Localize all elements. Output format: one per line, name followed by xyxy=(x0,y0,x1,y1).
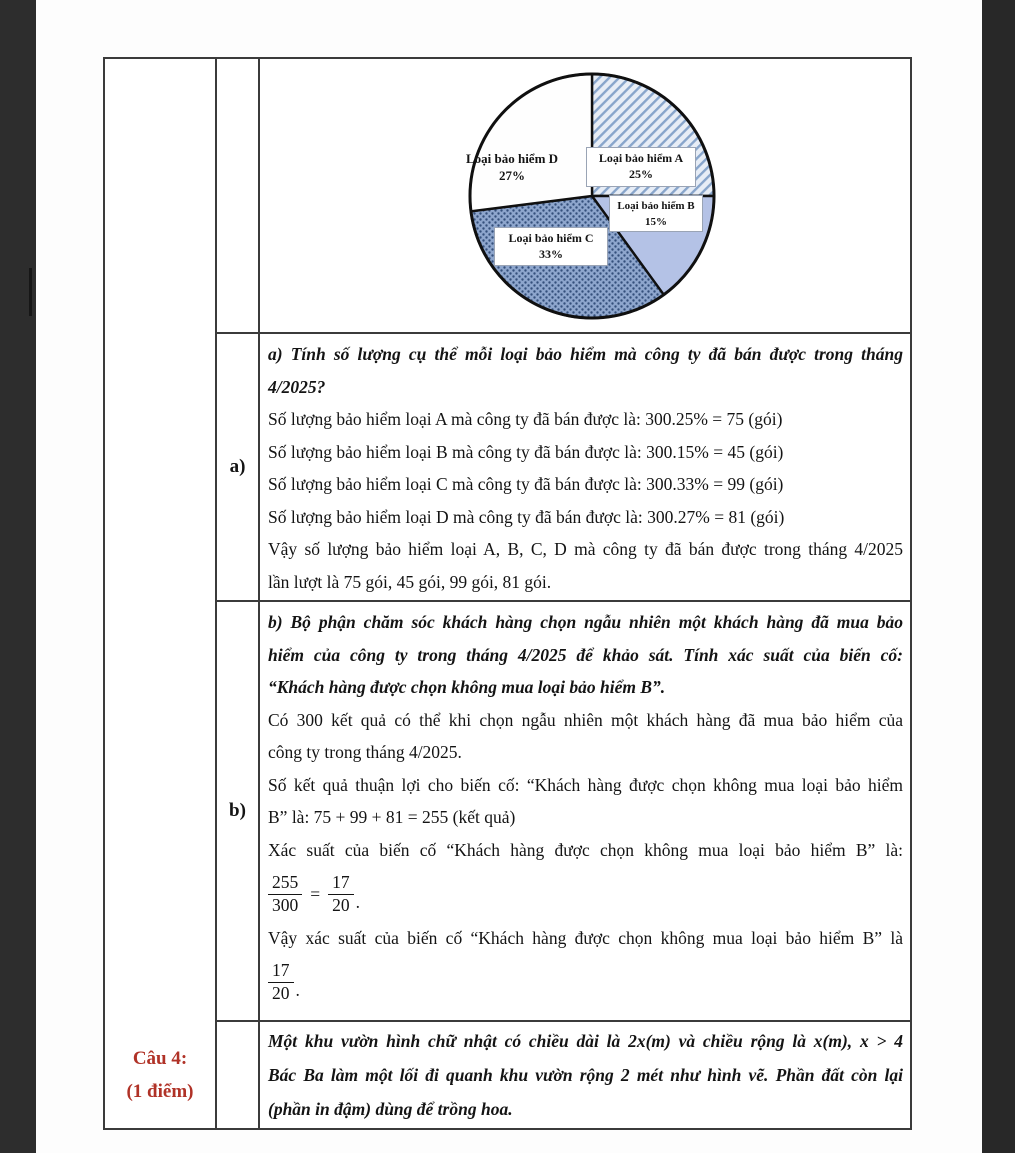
pie-chart xyxy=(260,59,910,330)
pie-label-c-pct: 33% xyxy=(539,246,563,261)
solution-a-line: Số lượng bảo hiểm loại A mà công ty đã bán được là: 300.25% = 75 (gói) xyxy=(268,409,783,429)
pie-label-b xyxy=(609,195,703,232)
left-black-bar xyxy=(0,0,36,1153)
solution-b-line: Có 300 kết quả có thể khi chọn ngẫu nhiên một khách hàng đã mua bảo hiểm của xyxy=(268,709,903,730)
pie-label-a xyxy=(586,147,696,187)
left-bar-notch xyxy=(29,268,32,316)
solution-b-line: B” là: 75 + 99 + 81 = 255 (kết quả) xyxy=(268,807,516,827)
final-probability-fraction xyxy=(268,955,903,1011)
pie-label-b-name: Loại bảo hiểm B xyxy=(617,200,695,212)
pie-label-c-name: Loại bảo hiểm C xyxy=(508,231,594,245)
equals-sign: = xyxy=(310,883,321,904)
solution-b-line: Số kết quả thuận lợi cho biến cố: “Khách hàng được chọn không mua loại bảo hiểm xyxy=(268,774,903,795)
question-4-header-cell xyxy=(105,1022,217,1128)
pie-label-a-name: Loại bảo hiểm A xyxy=(598,151,684,165)
solution-a-line: Số lượng bảo hiểm loại D mà công ty đã bán được là: 300.27% = 81 (gói) xyxy=(268,506,785,527)
pie-label-a-pct: 25% xyxy=(629,166,653,181)
question-4-line: Bác Ba làm một lối đi quanh khu vườn rộng 2 mét như hình vẽ. Phần đất còn lại xyxy=(268,1065,903,1085)
question-4-line: Một khu vườn hình chữ nhật có chiều dài là 2x(m) và chiều rộng là x(m), x > 4 xyxy=(268,1031,903,1051)
question-4-line: (phần in đậm) dùng để trồng hoa. xyxy=(268,1099,513,1119)
question-4-spacer-cell xyxy=(217,1022,260,1128)
question-4-text-cell xyxy=(260,1022,910,1128)
part-b-label: b) xyxy=(217,602,260,1022)
pie-label-d-pct: 27% xyxy=(499,168,525,183)
pie-label-c xyxy=(494,227,608,266)
question-4-points: (1 điểm) xyxy=(126,1081,194,1102)
pie-label-b-pct: 15% xyxy=(645,215,667,228)
solution-b-cell xyxy=(260,602,910,1022)
pie-slice-d xyxy=(470,74,592,211)
solution-b-heading-line: b) Bộ phận chăm sóc khách hàng chọn ngẫu nhiên một khách hàng đã mua bảo xyxy=(268,612,903,632)
solution-a-line: Số lượng bảo hiểm loại B mà công ty đã bán được là: 300.15% = 45 (gói) xyxy=(268,441,784,462)
probability-equation xyxy=(268,866,903,922)
pie-label-d-name: Loại bảo hiểm D xyxy=(465,151,559,166)
question-number-spacer-cell xyxy=(105,59,217,1022)
solution-a-heading-line: a) Tính số lượng cụ thể mỗi loại bảo hiểm mà công ty đã bán được trong tháng xyxy=(268,344,903,364)
part-label-spacer-cell xyxy=(217,59,260,334)
solution-b-heading-line: hiểm của công ty trong tháng 4/2025 để khảo sát. Tính xác suất của biến cố: xyxy=(268,644,903,665)
solution-a-line: Vậy số lượng bảo hiểm loại A, B, C, D mà công ty đã bán được trong tháng 4/2025 xyxy=(268,539,903,559)
solution-b-line: Xác suất của biến cố “Khách hàng được chọn không mua loại bảo hiểm B” là: xyxy=(268,839,903,860)
exam-solution-table xyxy=(103,57,912,1130)
solution-b-line: Vậy xác suất của biến cố “Khách hàng được chọn không mua loại bảo hiểm B” là xyxy=(268,928,903,948)
question-4-number: Câu 4: xyxy=(132,1048,188,1069)
fraction-255-300: $\frac{255}{300}$ xyxy=(268,873,302,915)
solution-a-line: lần lượt là 75 gói, 45 gói, 99 gói, 81 gói. xyxy=(268,571,552,592)
solution-a-line: Số lượng bảo hiểm loại C mà công ty đã bán được là: 300.33% = 99 (gói) xyxy=(268,474,784,494)
fraction-17-20: $\frac{17}{20}$ xyxy=(268,961,294,1003)
part-a-label: a) xyxy=(217,334,260,602)
solution-a-heading-line: 4/2025? xyxy=(268,376,326,397)
solution-b-heading-line: “Khách hàng được chọn không mua loại bảo hiểm B”. xyxy=(268,677,666,697)
solution-b-line: công ty trong tháng 4/2025. xyxy=(268,742,462,762)
right-black-bar xyxy=(982,0,1015,1153)
pie-chart-cell xyxy=(260,59,910,334)
period: . xyxy=(355,891,360,912)
solution-a-cell xyxy=(260,334,910,602)
period: . xyxy=(295,980,300,1000)
fraction-17-20: $\frac{17}{20}$ xyxy=(328,873,354,915)
pie-label-d xyxy=(454,147,570,187)
